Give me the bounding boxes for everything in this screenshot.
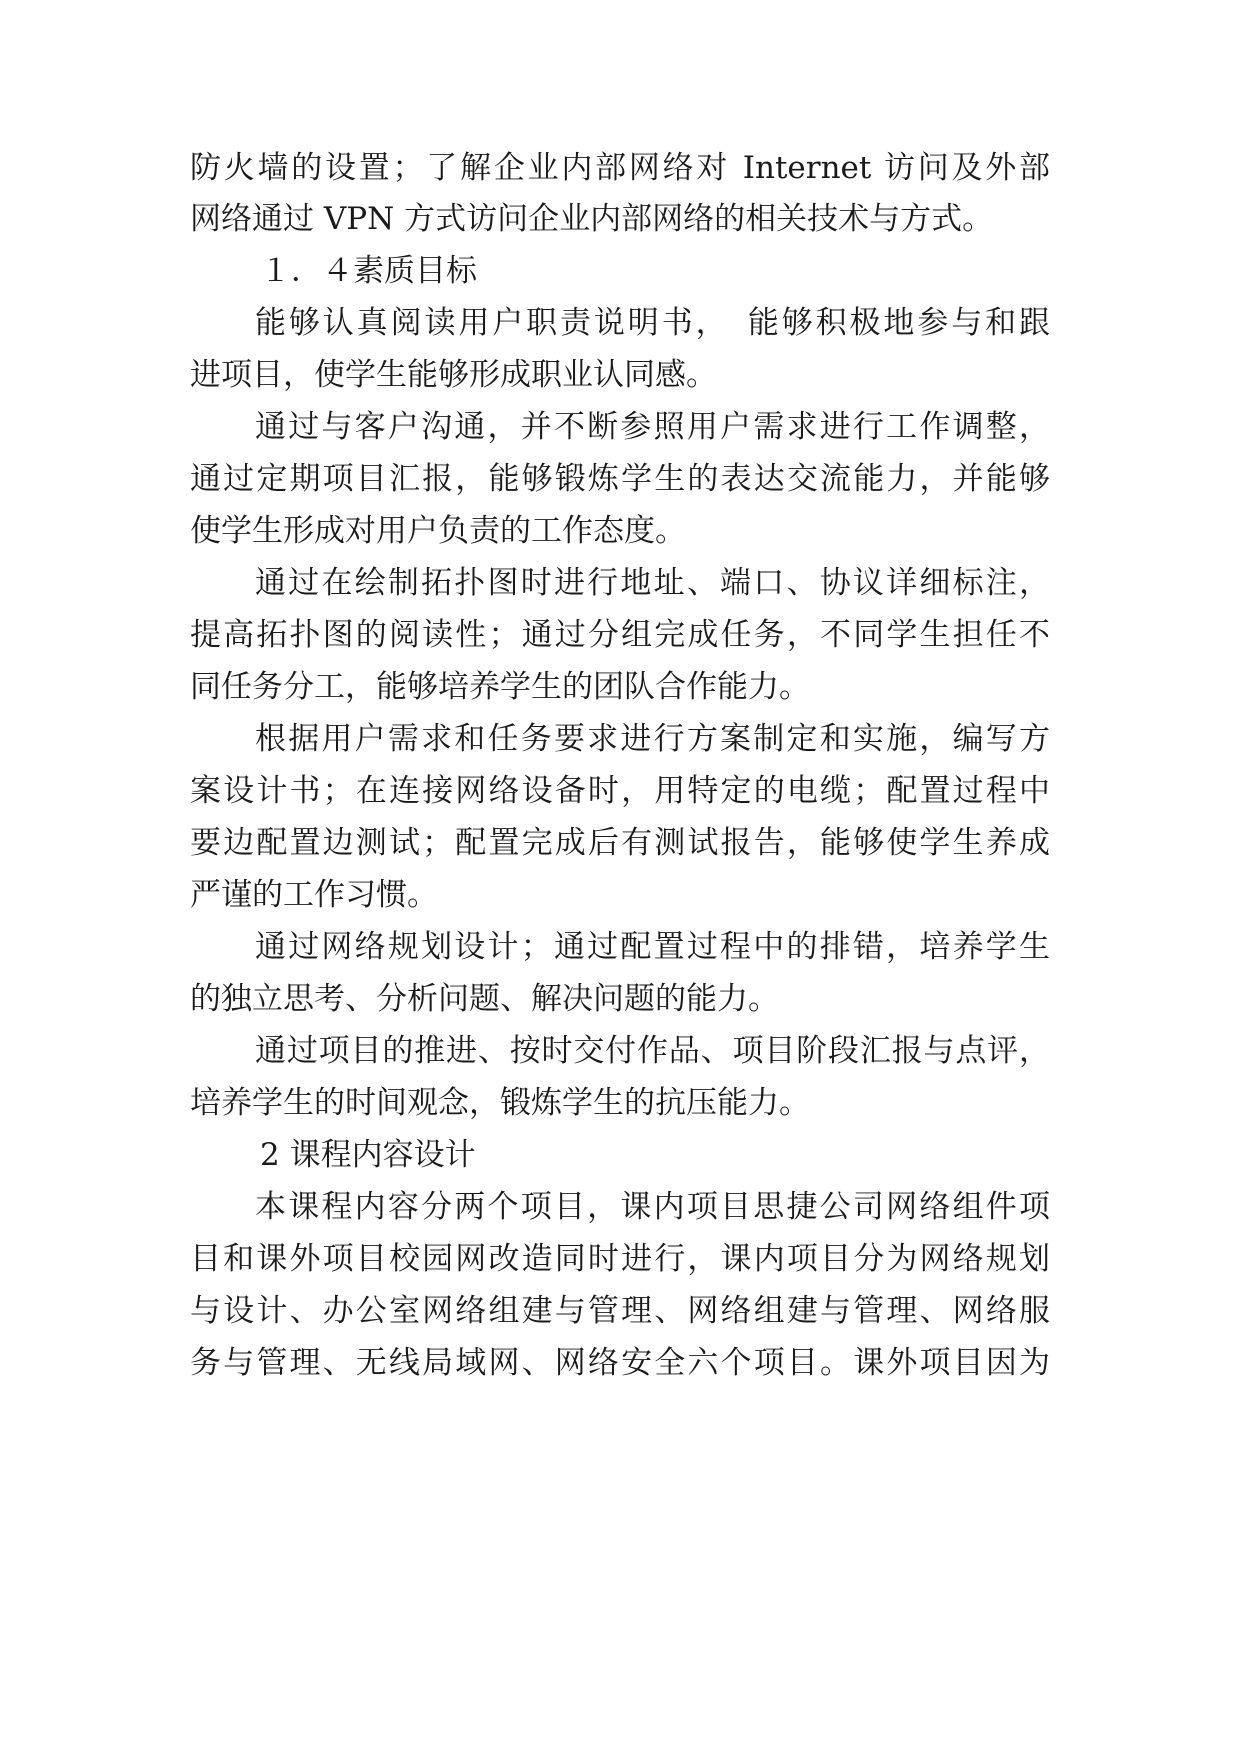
paragraph-line: 要边配置边测试；配置完成后有测试报告，能够使学生养成 [190,825,1050,861]
paragraph-line: 同任务分工，能够培养学生的团队合作能力。 [190,669,810,705]
paragraph-line: 能够认真阅读用户职责说明书， 能够积极地参与和跟 [255,305,1050,341]
paragraph-line: 与设计、办公室网络组建与管理、网络组建与管理、网络服 [190,1293,1050,1329]
paragraph-line: 通过定期项目汇报，能够锻炼学生的表达交流能力，并能够 [190,461,1050,497]
paragraph-line: 本课程内容分两个项目，课内项目思捷公司网络组件项 [255,1189,1050,1225]
paragraph-line: 通过项目的推进、按时交付作品、项目阶段汇报与点评， [255,1033,1050,1069]
paragraph-line: 目和课外项目校园网改造同时进行，课内项目分为网络规划 [190,1241,1050,1277]
section-heading: 2 课程内容设计 [260,1137,476,1173]
paragraph-line: 提高拓扑图的阅读性；通过分组完成任务，不同学生担任不 [190,617,1050,653]
paragraph-line: 通过在绘制拓扑图时进行地址、端口、协议详细标注， [255,565,1050,601]
paragraph-line: 根据用户需求和任务要求进行方案制定和实施，编写方 [255,721,1050,757]
paragraph-line: 进项目，使学生能够形成职业认同感。 [190,357,717,393]
section-heading: １．４素质目标 [260,253,477,289]
paragraph-line: 使学生形成对用户负责的工作态度。 [190,513,686,549]
paragraph-line: 通过网络规划设计；通过配置过程中的排错，培养学生 [255,929,1050,965]
paragraph-line: 通过与客户沟通，并不断参照用户需求进行工作调整， [255,409,1050,445]
paragraph-line: 培养学生的时间观念，锻炼学生的抗压能力。 [190,1085,810,1121]
paragraph-line: 严谨的工作习惯。 [190,877,438,913]
paragraph-line: 的独立思考、分析问题、解决问题的能力。 [190,981,779,1017]
paragraph-line: 防火墙的设置；了解企业内部网络对 Internet 访问及外部 [190,150,1050,186]
paragraph-line: 网络通过 VPN 方式访问企业内部网络的相关技术与方式。 [190,201,994,237]
paragraph-line: 案设计书；在连接网络设备时，用特定的电缆；配置过程中 [190,773,1050,809]
paragraph-line: 务与管理、无线局域网、网络安全六个项目。课外项目因为 [190,1345,1050,1381]
